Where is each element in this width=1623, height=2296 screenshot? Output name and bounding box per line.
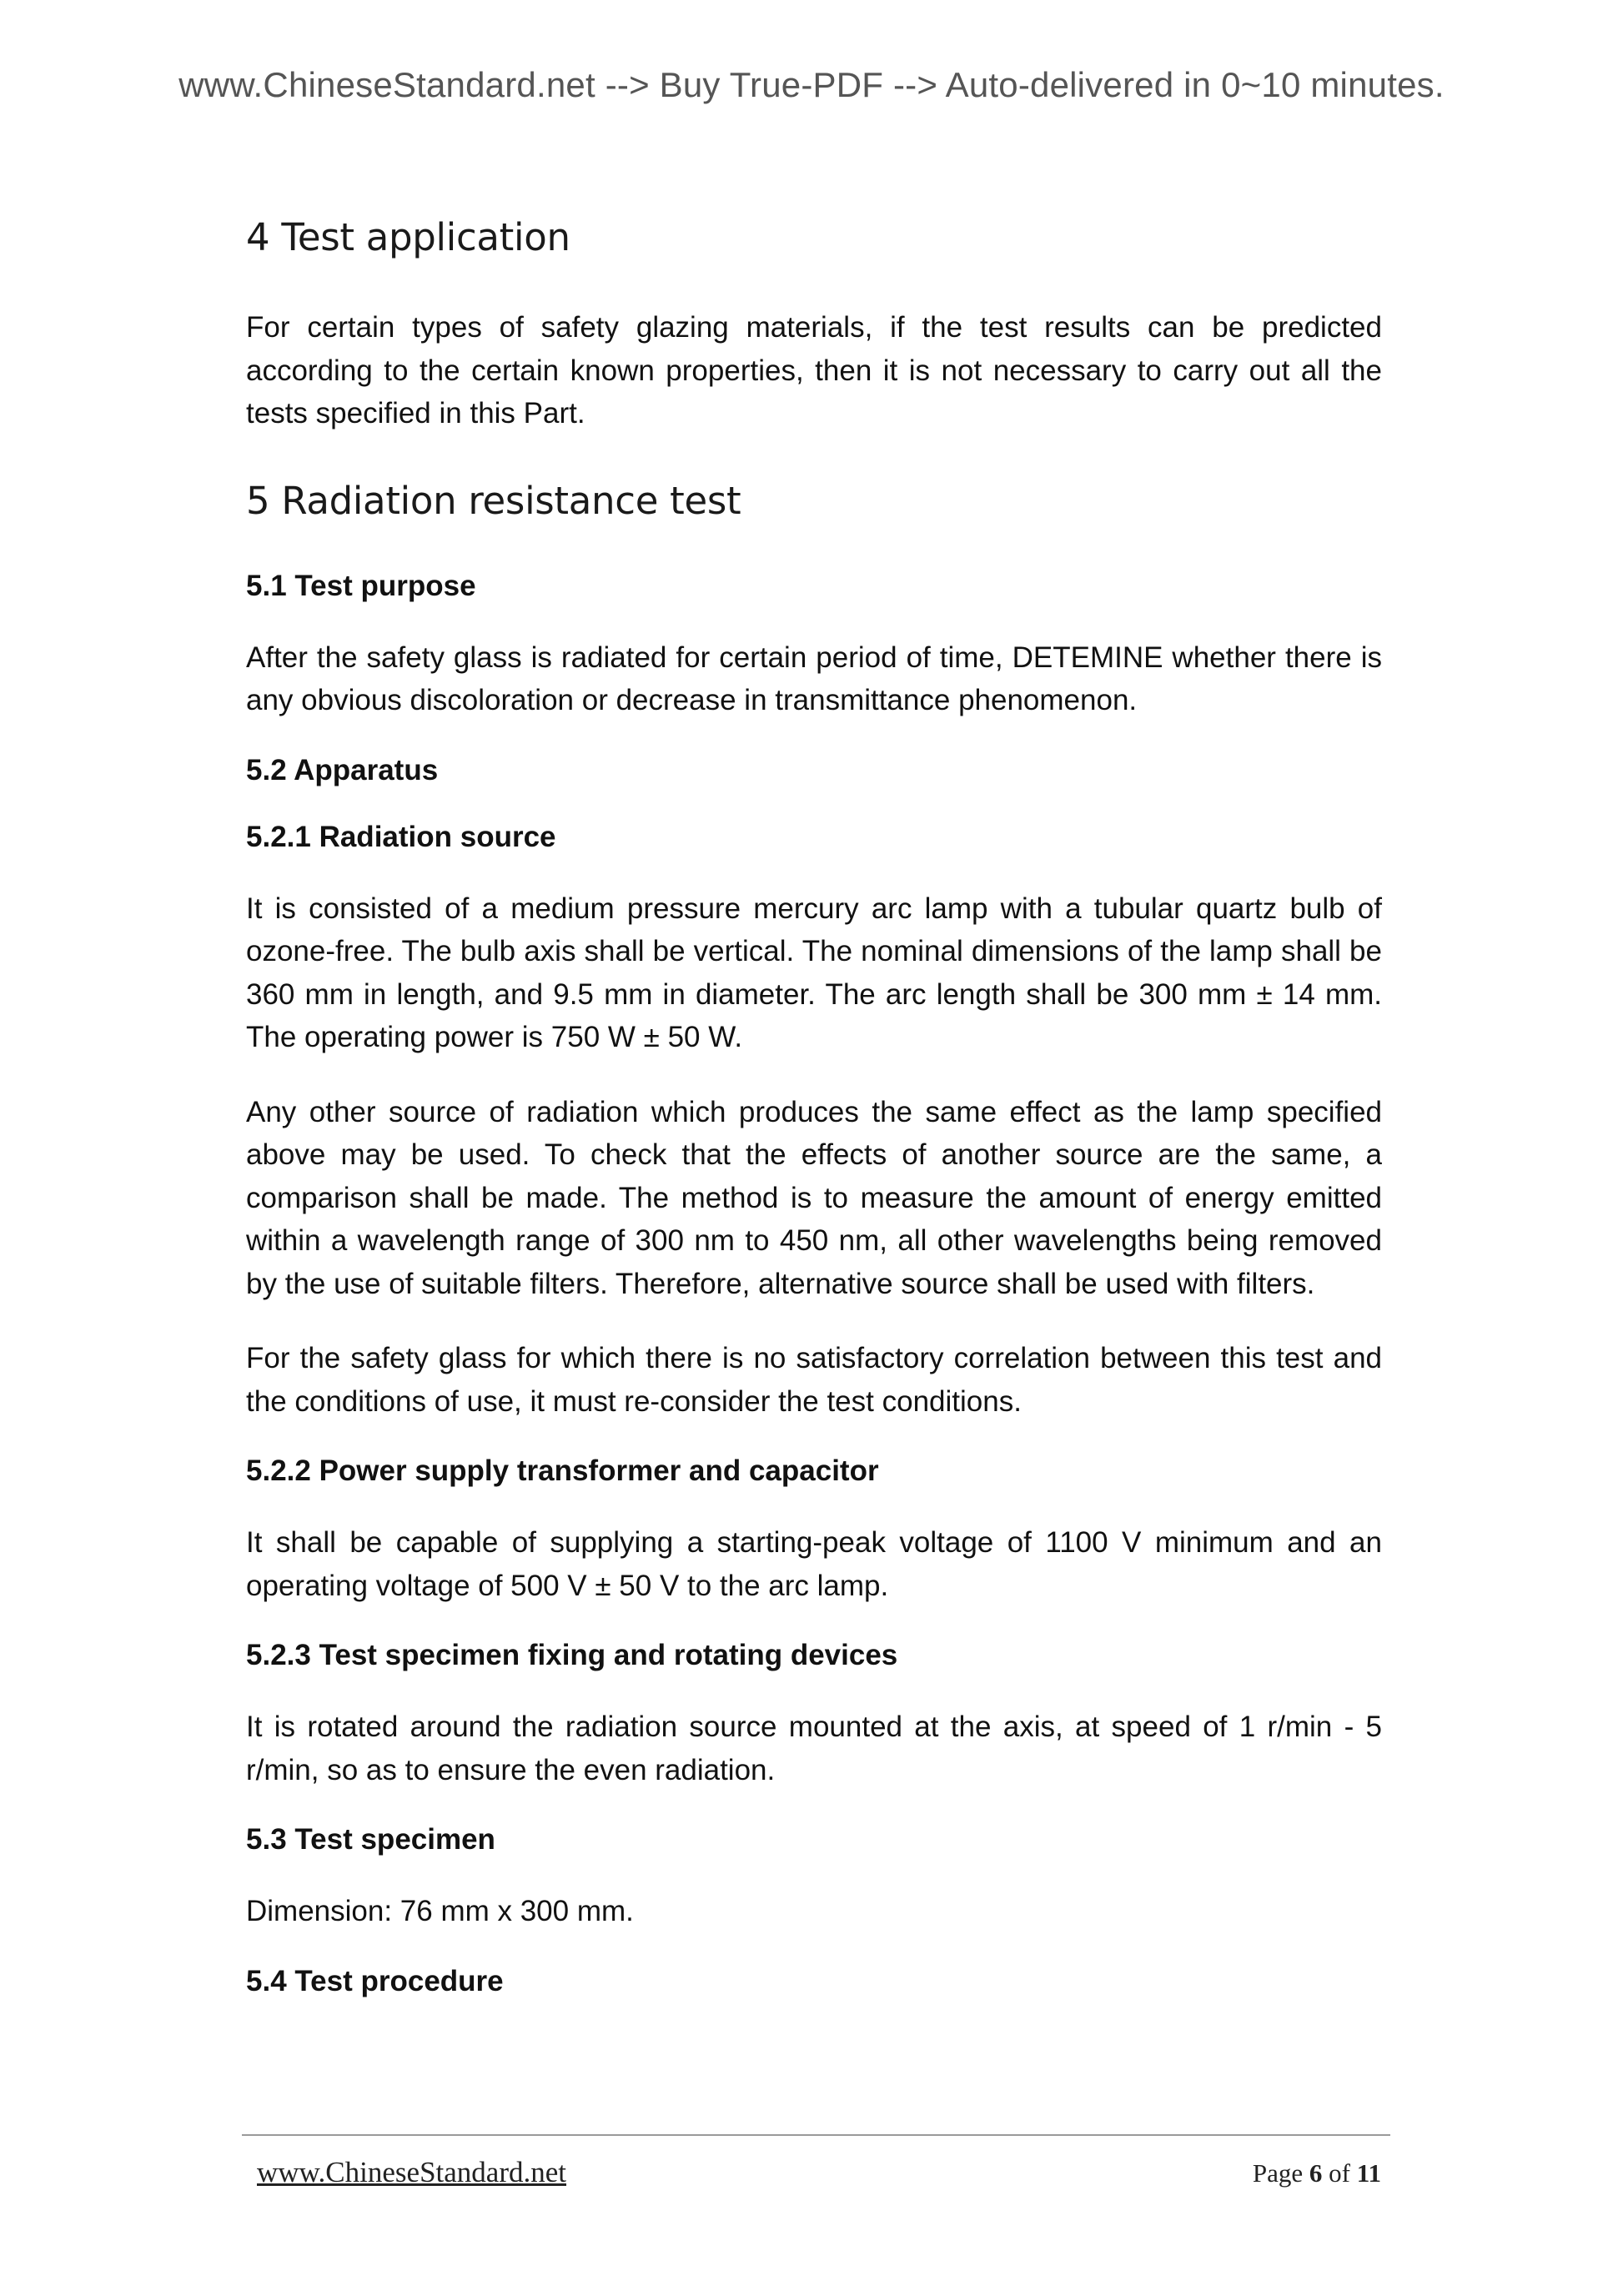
subsection-heading-5-3: 5.3 Test specimen	[246, 1823, 495, 1856]
paragraph-5-2-1-c: For the safety glass for which there is no satisfactory correlation between this test and the conditions of use, it must re-consider the test conditions.	[246, 1342, 1382, 1418]
document-body	[246, 215, 1382, 2032]
paragraph-5-3: Dimension: 76 mm x 300 mm.	[246, 1895, 634, 1927]
subsection-heading-5-1: 5.1 Test purpose	[246, 569, 476, 602]
paragraph-5-2-3: It is rotated around the radiation source mounted at the axis, at speed of 1 r/min - 5 r/min, so as to ensure the even radiation.	[246, 1711, 1382, 1786]
footer-website-link[interactable]: www.ChineseStandard.net	[257, 2156, 566, 2188]
page-total: 11	[1356, 2158, 1381, 2188]
paragraph-5-2-1-b: Any other source of radiation which produces the same effect as the lamp specified above may be used. To check that the effects of another source are the same, a comparison shall be made. The method is to measure the amount of energy emitted within a wavelength range of 300 nm to 450 nm, all other wavelengths being removed by the use of suitable filters. Therefore, alternative source shall be used with filters.	[246, 1095, 1382, 1300]
paragraph-4-1: For certain types of safety glazing materials, if the test results can be predicted according to the certain known properties, then it is not necessary to carry out all the tests specified in this Part.	[246, 311, 1382, 430]
page-number	[1253, 2158, 1381, 2188]
subsection-heading-5-2-1: 5.2.1 Radiation source	[246, 820, 556, 853]
footer-divider	[242, 2134, 1390, 2136]
subsection-heading-5-2-3: 5.2.3 Test specimen fixing and rotating devices	[246, 1639, 898, 1671]
subsection-heading-5-4: 5.4 Test procedure	[246, 1964, 504, 1997]
section-heading-4: 4 Test application	[246, 215, 570, 259]
section-heading-5: 5 Radiation resistance test	[246, 478, 741, 523]
subsection-heading-5-2: 5.2 Apparatus	[246, 753, 439, 786]
page-of-label: of	[1329, 2158, 1350, 2188]
page-current: 6	[1309, 2158, 1323, 2188]
paragraph-5-2-2: It shall be capable of supplying a starting-peak voltage of 1100 V minimum and an operating voltage of 500 V ± 50 V to the arc lamp.	[246, 1526, 1382, 1602]
header-banner: www.ChineseStandard.net --> Buy True-PDF --> Auto-delivered in 0~10 minutes.	[178, 65, 1445, 104]
page-label: Page	[1252, 2158, 1304, 2188]
subsection-heading-5-2-2: 5.2.2 Power supply transformer and capacitor	[246, 1454, 879, 1487]
paragraph-5-1: After the safety glass is radiated for certain period of time, DETEMINE whether there is any obvious discoloration or decrease in transmittance phenomenon.	[246, 641, 1382, 716]
paragraph-5-2-1-a: It is consisted of a medium pressure mercury arc lamp with a tubular quartz bulb of ozone-free. The bulb axis shall be vertical. The nominal dimensions of the lamp shall be 360 mm in length, and 9.5 mm in diameter. The arc length shall be 300 mm ± 14 mm. The operating power is 750 W ± 50 W.	[246, 892, 1382, 1053]
